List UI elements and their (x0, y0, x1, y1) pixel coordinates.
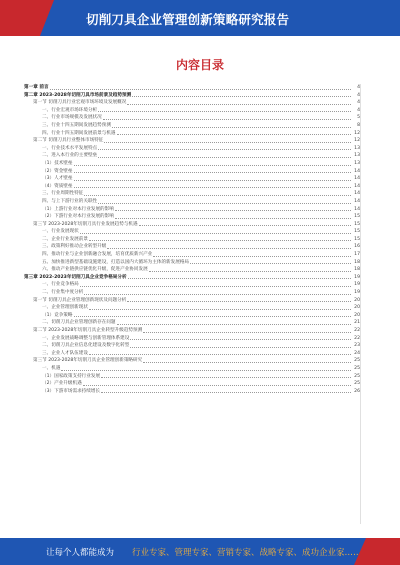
toc-entry-page: 25 (354, 365, 360, 371)
toc-entry-label: 一、机遇 (42, 365, 61, 371)
toc-entry-page: 5 (357, 115, 360, 121)
toc-entry-page: 18 (354, 259, 360, 265)
toc-entry[interactable] (24, 145, 360, 153)
dot-leader (190, 263, 351, 264)
toc-entry-page: 23 (354, 343, 360, 349)
toc-entry-label: （1）竞争策略 (42, 312, 73, 318)
table-of-contents (24, 84, 360, 395)
dot-leader (101, 377, 351, 378)
toc-entry[interactable] (24, 380, 360, 388)
toc-entry[interactable] (24, 342, 360, 350)
dot-leader (50, 89, 351, 90)
dot-leader (89, 240, 351, 241)
toc-entry-label: 第一章 前言 (24, 85, 49, 90)
dot-leader (74, 180, 352, 181)
toc-entry-page: 15 (354, 229, 360, 235)
toc-entry-page: 4 (357, 100, 360, 106)
toc-entry-page: 24 (354, 350, 360, 356)
dot-leader (127, 104, 351, 105)
dot-leader (74, 165, 352, 166)
toc-entry-page: 12 (354, 130, 360, 136)
dot-leader (117, 134, 351, 135)
toc-entry[interactable] (24, 175, 360, 183)
dot-leader (74, 187, 352, 188)
toc-entry-label: （3）下游市场需求持续增长 (42, 388, 101, 394)
toc-entry-label: 三、政策利好推动企业转型升级 (42, 244, 107, 250)
dot-leader (101, 392, 351, 393)
toc-entry-page: 14 (354, 191, 360, 197)
toc-entry-label: （2）产业升级机遇 (42, 381, 82, 387)
toc-entry[interactable] (24, 327, 360, 335)
toc-entry-label: 第二节 2023-2028年切削刀具企业转型升级趋势预测 (33, 328, 143, 333)
dot-leader (89, 354, 351, 355)
toc-entry-page: 19 (354, 274, 360, 280)
toc-entry-page: 4 (357, 92, 360, 98)
toc-entry-label: 四、推动行业与企业创新融合发展，培育优质新兴产业 (42, 252, 153, 258)
dot-leader (84, 294, 351, 295)
dot-leader (117, 324, 351, 325)
toc-entry-label: 第二章 2023-2028年切削刀具市场前景及趋势预测 (24, 92, 132, 98)
toc-entry[interactable] (24, 373, 360, 381)
dot-leader (128, 278, 351, 279)
toc-entry-label: 第一节 切削刀具行业宏观市场环境及发展概况 (33, 100, 127, 106)
toc-entry-page: 26 (354, 388, 360, 394)
toc-entry-label: 一、行业技术水平发展特点 (42, 145, 98, 151)
toc-entry[interactable] (24, 243, 360, 251)
dot-leader (130, 339, 351, 340)
footer-slogan-highlight: 行业专家、管理专家、营销专家、战略专家、成功企业家…… (132, 548, 362, 558)
dot-leader (74, 172, 352, 173)
toc-entry[interactable] (24, 304, 360, 312)
toc-entry-label: （2）资金壁垒 (42, 168, 73, 174)
toc-entry[interactable] (24, 281, 360, 289)
toc-entry-page: 25 (354, 373, 360, 379)
toc-entry-label: 第三节 2023-2028年切削刀具企业管理创新策略研究 (33, 358, 143, 364)
dot-leader (74, 316, 352, 317)
toc-entry-page: 13 (354, 160, 360, 166)
toc-entry[interactable] (24, 266, 360, 274)
dot-leader (112, 127, 351, 128)
dot-leader (127, 301, 351, 302)
toc-entry[interactable] (24, 160, 360, 168)
toc-entry-page: 14 (354, 198, 360, 204)
toc-entry-label: （4）资质壁垒 (42, 183, 73, 189)
dot-leader (139, 225, 351, 226)
toc-entry-page: 14 (354, 176, 360, 182)
toc-entry[interactable] (24, 236, 360, 244)
toc-entry-page: 17 (354, 252, 360, 258)
dot-leader (98, 149, 351, 150)
toc-entry[interactable] (24, 190, 360, 198)
toc-title: 内容目录 (175, 58, 224, 72)
toc-entry[interactable] (24, 183, 360, 191)
toc-entry-page: 22 (354, 328, 360, 333)
toc-entry-label: 六、推动产业链供应链优化升级，促进产业协同发展 (42, 267, 148, 273)
toc-entry[interactable] (24, 357, 360, 365)
toc-entry-label: 一、企业发展战略调整与创新管理体系建设 (42, 335, 130, 341)
toc-entry-label: 五、加快推进新型基础设施建设，打造以国内大循环为主体的新发展格局 (42, 259, 190, 265)
toc-entry[interactable] (24, 335, 360, 343)
toc-entry[interactable] (24, 107, 360, 115)
toc-entry-label: （1）技术壁垒 (42, 160, 73, 166)
toc-entry[interactable] (24, 92, 360, 100)
footer-accent-stripe (366, 538, 400, 565)
dot-leader (104, 142, 351, 143)
toc-entry[interactable] (24, 114, 360, 122)
toc-entry-page: 20 (354, 305, 360, 311)
toc-entry-page: 20 (354, 312, 360, 318)
toc-entry-page: 21 (354, 320, 360, 326)
dot-leader (61, 370, 351, 371)
toc-entry[interactable] (24, 289, 360, 297)
toc-entry-label: 三、行业十四五期间发展趋势预测 (42, 122, 111, 128)
toc-entry-page: 8 (357, 122, 360, 128)
header-accent-stripe (0, 0, 40, 36)
report-header (0, 0, 400, 36)
footer-slogan: 让每个人都能成为 (46, 548, 115, 558)
toc-entry-label: 一、企业管理创新现状 (42, 305, 88, 311)
toc-entry-label: 二、行业集中度分析 (42, 290, 84, 296)
toc-entry-page: 19 (354, 290, 360, 296)
toc-entry-label: （1）上游行业对本行业发展的影响 (42, 206, 114, 212)
toc-entry-page: 16 (354, 244, 360, 250)
dot-leader (103, 119, 351, 120)
toc-entry[interactable] (24, 168, 360, 176)
toc-entry[interactable] (24, 274, 360, 282)
report-title: 切削刀具企业管理创新策略研究报告 (86, 12, 290, 27)
dot-leader (115, 218, 351, 219)
toc-entry-page: 4 (357, 85, 360, 90)
toc-entry-label: 一、行业发展现状 (42, 229, 79, 235)
margin-rule (360, 84, 361, 524)
dot-leader (83, 385, 351, 386)
toc-entry[interactable] (24, 137, 360, 145)
toc-entry-label: 三、企业人才队伍建设 (42, 350, 88, 356)
toc-entry-page: 20 (354, 297, 360, 303)
toc-entry-page: 18 (354, 267, 360, 273)
toc-entry-page: 13 (354, 145, 360, 151)
toc-entry[interactable] (24, 84, 360, 92)
toc-entry-label: 一、行业竞争格局 (42, 282, 79, 288)
toc-entry-label: 一、行业宏观市场环境分析 (42, 107, 98, 113)
dot-leader (98, 111, 351, 112)
toc-entry-label: 四、与上下游行业的关联性 (42, 198, 98, 204)
dot-leader (107, 248, 351, 249)
toc-entry-label: 二、企业行业发展前景 (42, 236, 88, 242)
toc-entry[interactable] (24, 251, 360, 259)
dot-leader (98, 157, 351, 158)
dot-leader (143, 362, 351, 363)
toc-entry-label: （1）国家政策支持行业发展 (42, 373, 101, 379)
dot-leader (153, 256, 351, 257)
toc-entry[interactable] (24, 99, 360, 107)
toc-entry[interactable] (24, 213, 360, 221)
toc-entry[interactable] (24, 319, 360, 327)
toc-entry[interactable] (24, 388, 360, 396)
toc-entry-label: 第三章 2022-2023年切削刀具企业竞争格局分析 (24, 274, 127, 280)
toc-entry-label: 二、切削刀具企业管理创新存在问题 (42, 320, 116, 326)
toc-entry[interactable] (24, 198, 360, 206)
toc-entry-label: 二、进入本行业的主要壁垒 (42, 153, 98, 159)
toc-entry[interactable] (24, 130, 360, 138)
toc-entry-label: 四、行业十四五期间发展前景与机遇 (42, 130, 116, 136)
toc-entry-page: 14 (354, 206, 360, 212)
toc-entry-page: 15 (354, 236, 360, 242)
toc-entry[interactable] (24, 122, 360, 130)
toc-entry-label: 第一节 切削刀具企业管理创新现状及问题分析 (33, 297, 127, 303)
toc-entry-page: 25 (354, 358, 360, 364)
toc-entry-label: （2）下游行业对本行业发展的影响 (42, 214, 114, 220)
dot-leader (115, 210, 351, 211)
report-footer (0, 538, 400, 565)
toc-entry-page: 15 (354, 221, 360, 227)
dot-leader (98, 203, 351, 204)
dot-leader (89, 309, 351, 310)
toc-entry-page: 15 (354, 214, 360, 220)
dot-leader (84, 195, 351, 196)
toc-entry-page: 19 (354, 282, 360, 288)
toc-entry[interactable] (24, 228, 360, 236)
toc-entry-label: （3）人才壁垒 (42, 176, 73, 182)
toc-entry-page: 22 (354, 335, 360, 341)
toc-entry[interactable] (24, 312, 360, 320)
toc-entry[interactable] (24, 365, 360, 373)
toc-entry-label: 第三节 2023-2028年切削刀具行业发展趋势与机遇 (33, 221, 138, 227)
toc-entry-page: 12 (354, 138, 360, 144)
toc-entry-page: 13 (354, 153, 360, 159)
toc-entry[interactable] (24, 206, 360, 214)
dot-leader (143, 332, 351, 333)
dot-leader (132, 96, 351, 97)
toc-entry[interactable] (24, 297, 360, 305)
toc-entry-label: 第二节 切削刀具行业整体市场特征 (33, 138, 104, 144)
toc-entry-label: 二、切削刀具企业信息化建设及数字化转型 (42, 343, 130, 349)
toc-entry-page: 4 (357, 107, 360, 113)
dot-leader (130, 347, 351, 348)
toc-entry-page: 25 (354, 381, 360, 387)
toc-entry[interactable] (24, 152, 360, 160)
toc-entry[interactable] (24, 350, 360, 358)
toc-entry-label: 三、行业周期性特征 (42, 191, 84, 197)
dot-leader (80, 233, 351, 234)
dot-leader (80, 286, 351, 287)
toc-entry-label: 二、行业市场规模及发展状况 (42, 115, 102, 121)
toc-entry[interactable] (24, 259, 360, 267)
dot-leader (149, 271, 351, 272)
toc-entry-page: 14 (354, 183, 360, 189)
toc-entry-page: 14 (354, 168, 360, 174)
toc-entry[interactable] (24, 221, 360, 229)
